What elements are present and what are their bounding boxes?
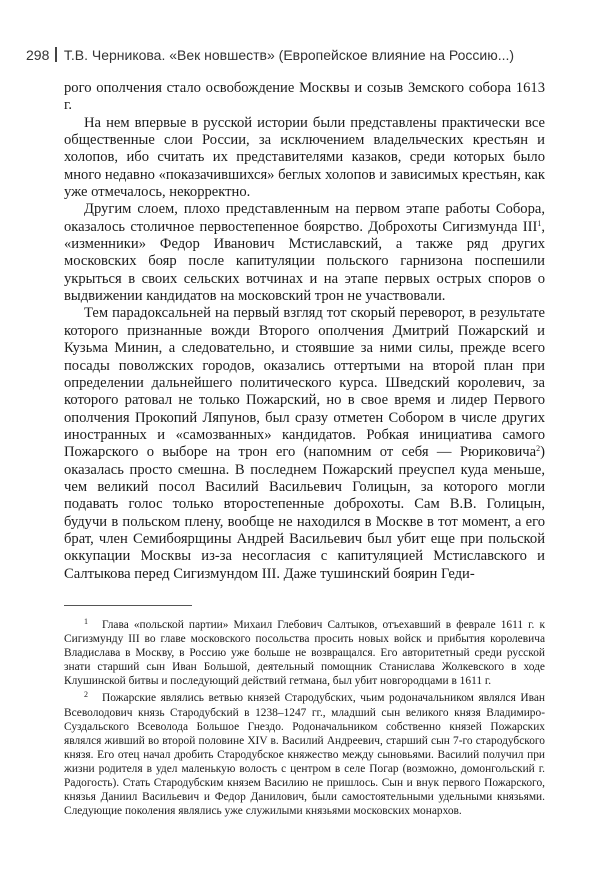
footnote-1-text: Глава «польской партии» Михаил Глебович Салтыков, отъехавший в феврале 1611 г. к Сигизмунду III во главе московского посольства просить новых войск и прибытия королевича Владислава в Москву, в Россию уже больше не возвращался. Его авторитетный среди русской знати старший сын Иван Большой, деятельный помощник Станислава Жолкевского в ходе Клушинской битвы и последующий действий гетмана, был убит новгородцами в 1611 г.: [64, 619, 545, 688]
footnote-rule: [64, 605, 192, 606]
page-number: 298: [26, 47, 50, 63]
footnote-1: [64, 615, 545, 688]
footnote-ref-2[interactable]: 2: [536, 444, 541, 454]
paragraph-4-text-b: ) оказалась просто смешна. В последнем Пожарский преуспел куда меньше, чем великий посол Василий Васильевич Голицын, за которого могли подавать голос только второстепенные доброхоты. Сам В.В. Голицын, будучи в польском плену, вообще не находился в Москве в тот момент, а его брат, член Семибоярщины Андрей Васильевич был убит еще при польской оккупации Москвы из-за несогласия с капитуляцией Мстиславского и Салтыкова перед Сигизмундом III. Даже тушинский боярин Геди-: [64, 444, 545, 582]
paragraph-4-text-a: Тем парадоксальней на первый взгляд тот скорый переворот, в результате которого признанные вожди Второго ополчения Дмитрий Пожарский и Кузьма Минин, а следовательно, и стоявшие за ними силы, прежде всего посады поволжских городов, оказались оттертыми на второй план при определении дальнейшего политического курса. Шведский королевич, за которого ратовал не только Пожарский, но в свое время и лидер Первого ополчения Прокопий Ляпунов, был сразу отметен Собором в числе других иностранных и «самозванных» кандидатов. Робкая инициатива самого Пожарского о выборе на трон его (напомним от себя — Рюриковича: [64, 305, 545, 461]
paragraph-3-text-b: , «изменники» Федор Иванович Мстиславский, а также ряд других московских бояр после капитуляции польского гарнизона поспешили укрыться в своих сельских вотчинах и на этапе первых острых споров о выдвижении кандидатов на московский трон не участвовали.: [64, 218, 545, 305]
paragraph-2: На нем впервые в русской истории были представлены практически все общественные слои России, за исключением владельческих крестьян и холопов, ибо считать их представителями казаков, среди которых было много недавно «показачившихся» беглых холопов и зависимых крестьян, как уже отмечалось, некорректно.: [64, 114, 545, 201]
footnote-2: [64, 688, 545, 818]
footnote-1-number: 1: [84, 617, 88, 626]
running-header: [26, 46, 556, 64]
footnote-2-number: 2: [84, 690, 88, 700]
paragraph-3: [64, 201, 545, 305]
running-title: Т.В. Черникова. «Век новшеств» (Европейское влияние на Россию...): [63, 47, 515, 63]
footnotes: [64, 615, 545, 818]
paragraph-1: рого ополчения стало освобождение Москвы и созыв Земского собора 1613 г.: [64, 80, 545, 114]
header-divider: [55, 47, 57, 62]
paragraph-4: [64, 305, 545, 583]
footnote-ref-1[interactable]: 1: [537, 218, 542, 228]
footnote-2-text: Пожарские являлись ветвью князей Стародубских, чьим родоначальником являлся Иван Всеволодович князь Стародубский в 1238–1247 гг., младший сын великого князя Владимиро-Суздальского Всеволода Большое Гнездо. Родоначальником собственно князей Пожарских являлся живший во второй половине XIV в. Василий Андреевич, старший сын 7-го стародубского князя. Его отец начал дробить Стародубское княжество между сыновьями. Василий получил при жизни родителя в удел маленькую волость с центром в селе Погар (возможно, домонгольский г. Радогость). Стать Стародубским князем Василию не пришлось. Сын и внук первого Пожарского, князья Даниил Васильевич и Федор Данилович, были самостоятельными удельными князьями. Следующие поколения являлись уже служилыми князьями московских монархов.: [64, 692, 545, 818]
paragraph-3-text-a: Другим слоем, плохо представленным на первом этапе работы Собора, оказалось столичное первостепенное боярство. Доброхоты Сигизмунда III: [64, 201, 545, 235]
main-text: [64, 80, 545, 583]
